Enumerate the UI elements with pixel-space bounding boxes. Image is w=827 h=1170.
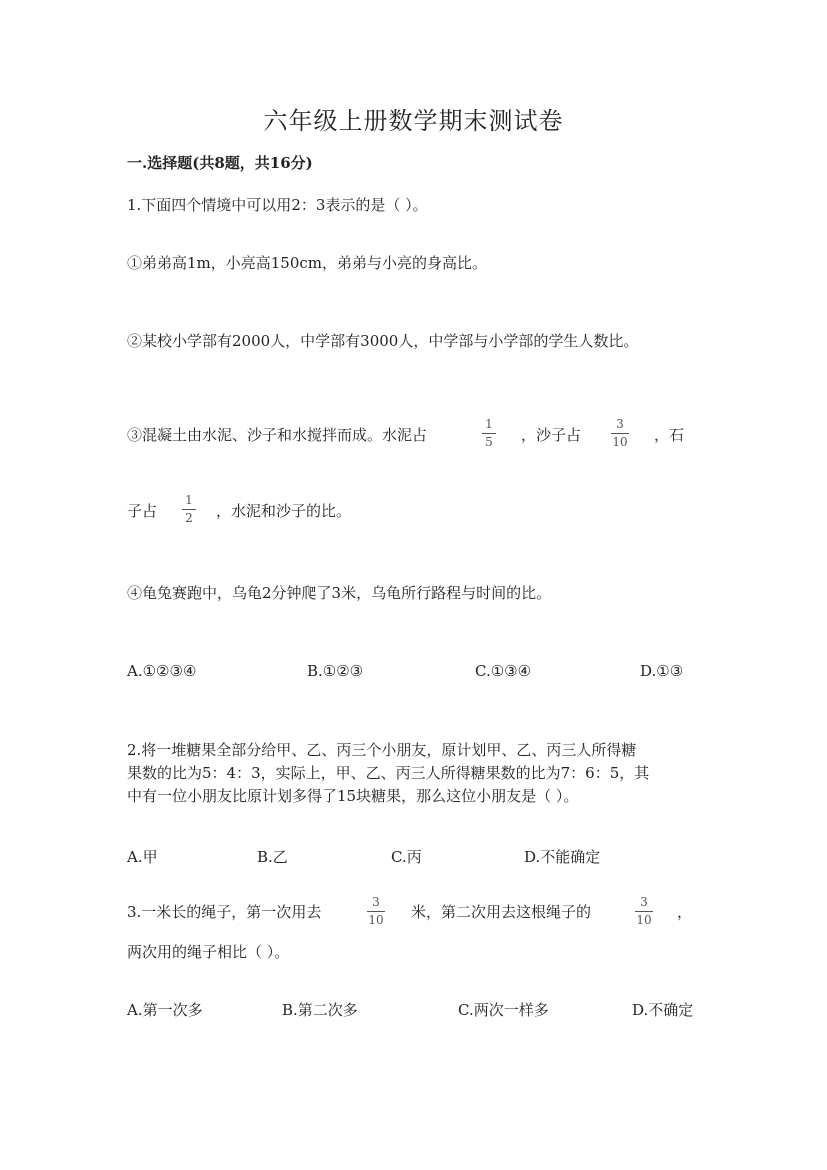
question-3-line-2: 两次用的绳子相比（ ）。 xyxy=(127,943,290,961)
question-1-statement-3-part-c: ，石 xyxy=(654,426,685,444)
question-1-option-c[interactable]: C.①③④ xyxy=(475,662,532,680)
question-1-stem: 1.下面四个情境中可以用2：3表示的是（ ）。 xyxy=(127,196,428,214)
fraction-bar xyxy=(482,433,496,434)
page-title: 六年级上册数学期末测试卷 xyxy=(263,107,564,135)
fraction-one-half xyxy=(182,494,196,525)
fraction-bar xyxy=(367,911,385,912)
fraction-three-tenths xyxy=(367,896,385,927)
fraction-numerator: 3 xyxy=(372,895,380,909)
question-2-option-d[interactable]: D.不能确定 xyxy=(524,848,601,866)
question-2-line-3: 中有一位小朋友比原计划多得了15块糖果，那么这位小朋友是（ ）。 xyxy=(127,787,579,805)
question-2-option-b[interactable]: B.乙 xyxy=(257,848,288,866)
question-3-option-d[interactable]: D.不确定 xyxy=(632,1001,694,1019)
fraction-numerator: 3 xyxy=(616,417,624,431)
question-1-statement-4: ④龟兔赛跑中，乌龟2分钟爬了3米，乌龟所行路程与时间的比。 xyxy=(127,584,552,602)
question-2-option-c[interactable]: C.丙 xyxy=(391,848,422,866)
question-1-statement-3-part-a: ③混凝土由水泥、沙子和水搅拌而成。水泥占 xyxy=(127,426,428,444)
question-3-part-b: 米，第二次用去这根绳子的 xyxy=(411,903,592,921)
fraction-bar xyxy=(635,911,653,912)
question-1-statement-3-part-e: ，水泥和沙子的比。 xyxy=(216,502,352,520)
fraction-bar xyxy=(611,433,629,434)
section-heading: 一.选择题(共8题，共16分) xyxy=(127,154,313,172)
question-1-statement-1: ①弟弟高1m，小亮高150cm，弟弟与小亮的身高比。 xyxy=(127,254,488,272)
question-1-option-a[interactable]: A.①②③④ xyxy=(127,662,197,680)
fraction-denominator: 2 xyxy=(185,511,193,525)
question-1-statement-2: ②某校小学部有2000人，中学部有3000人，中学部与小学部的学生人数比。 xyxy=(127,332,639,350)
fraction-denominator: 10 xyxy=(612,435,628,449)
question-1-option-b[interactable]: B.①②③ xyxy=(307,662,364,680)
question-1-statement-3-part-d: 子占 xyxy=(127,502,158,520)
fraction-one-fifth xyxy=(482,418,496,449)
question-2-line-2: 果数的比为5：4：3，实际上，甲、乙、丙三人所得糖果数的比为7：6：5，其 xyxy=(127,764,650,782)
question-3-option-b[interactable]: B.第二次多 xyxy=(282,1001,358,1019)
fraction-denominator: 5 xyxy=(485,435,493,449)
question-2-option-a[interactable]: A.甲 xyxy=(127,848,158,866)
question-3-part-c: ， xyxy=(677,903,693,921)
fraction-numerator: 1 xyxy=(485,417,493,431)
question-3-part-a: 3.一米长的绳子，第一次用去 xyxy=(127,903,322,921)
fraction-denominator: 10 xyxy=(368,913,384,927)
fraction-numerator: 1 xyxy=(185,493,193,507)
question-1-statement-3-part-b: ，沙子占 xyxy=(521,426,582,444)
question-3-option-a[interactable]: A.第一次多 xyxy=(127,1001,203,1019)
question-2-line-1: 2.将一堆糖果全部分给甲、乙、丙三个小朋友，原计划甲、乙、丙三人所得糖 xyxy=(127,741,637,759)
question-1-option-d[interactable]: D.①③ xyxy=(640,662,684,680)
fraction-numerator: 3 xyxy=(640,895,648,909)
fraction-three-tenths xyxy=(635,896,653,927)
fraction-bar xyxy=(182,509,196,510)
question-3-option-c[interactable]: C.两次一样多 xyxy=(458,1001,549,1019)
fraction-three-tenths xyxy=(611,418,629,449)
fraction-denominator: 10 xyxy=(636,913,652,927)
